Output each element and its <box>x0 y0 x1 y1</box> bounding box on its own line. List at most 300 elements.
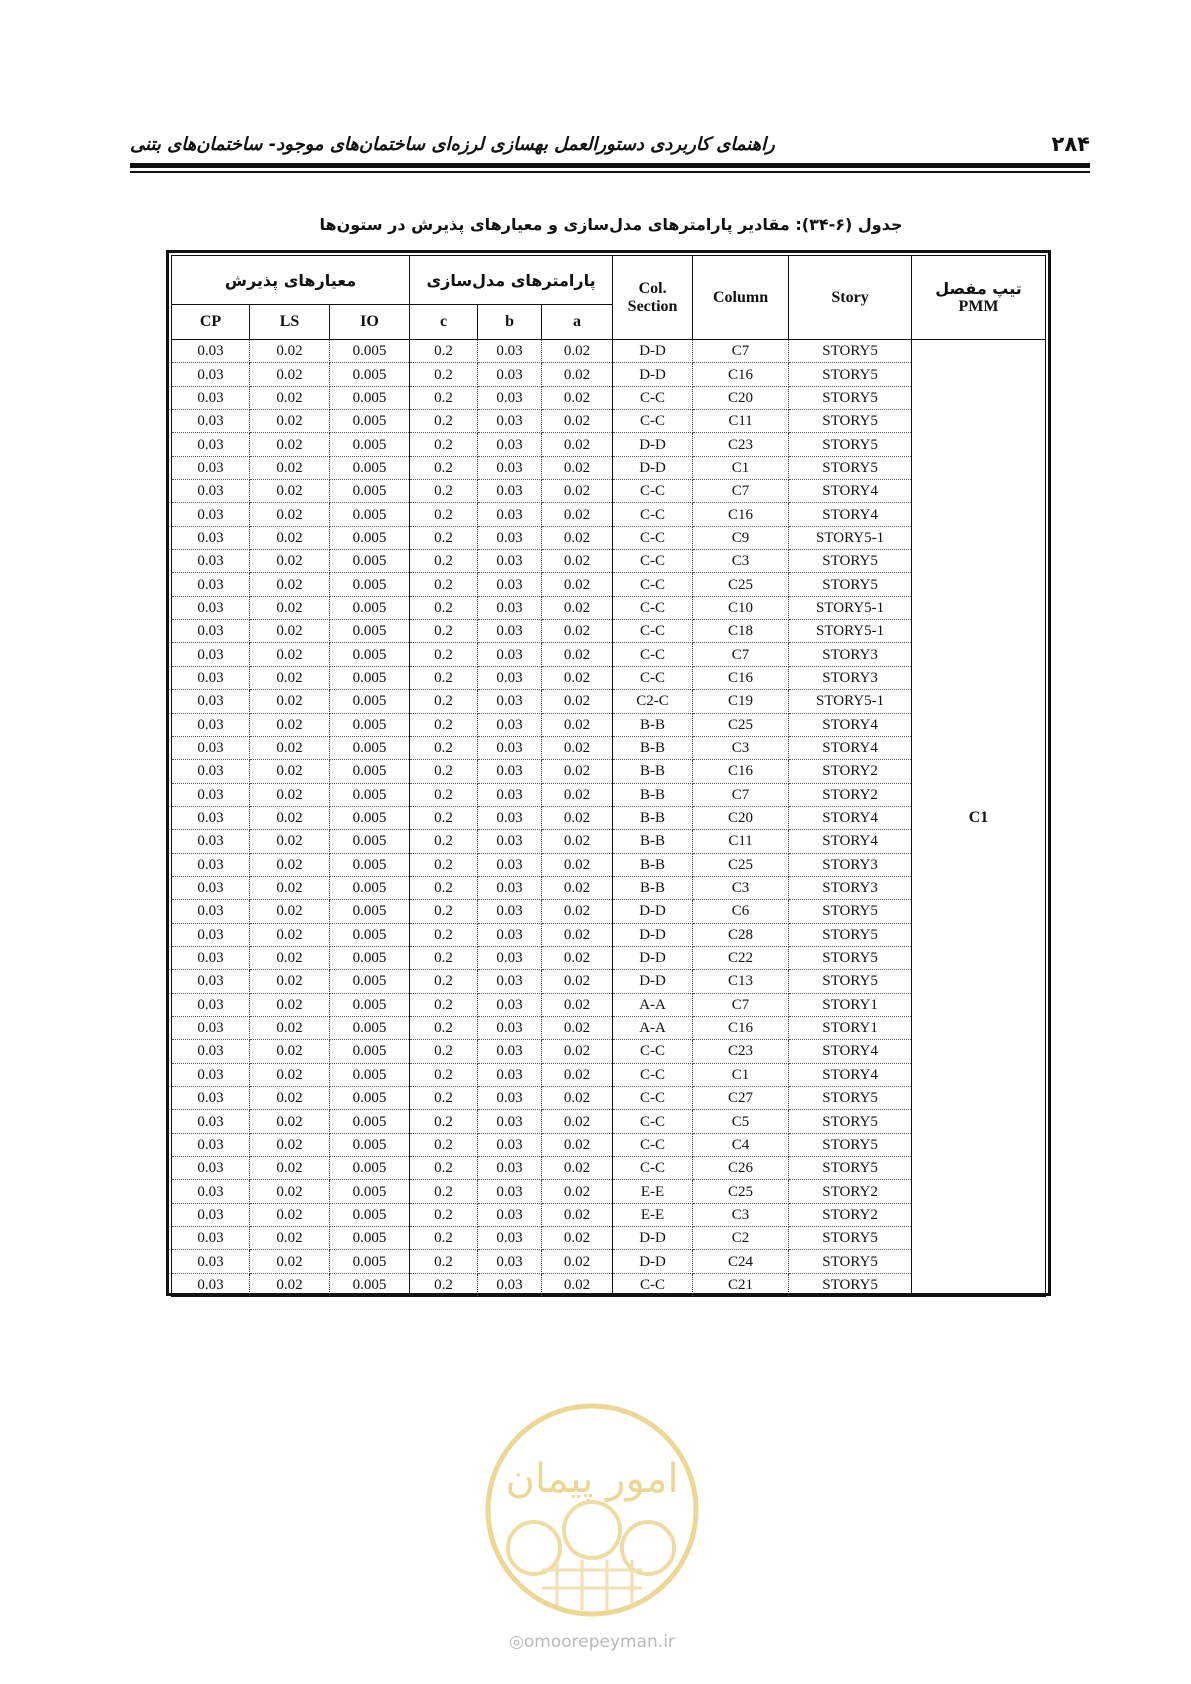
c-cell: 0.2 <box>410 1157 478 1180</box>
story-cell: STORY5 <box>789 1110 912 1133</box>
ls-cell: 0.02 <box>250 643 330 666</box>
cp-cell: 0.03 <box>172 620 250 643</box>
b-cell: 0.03 <box>478 620 542 643</box>
header-rule-thin <box>130 171 1090 173</box>
a-cell: 0.02 <box>542 970 613 993</box>
a-cell: 0.02 <box>542 456 613 479</box>
cp-cell: 0.03 <box>172 1016 250 1039</box>
ls-cell: 0.02 <box>250 433 330 456</box>
column-cell: C1 <box>693 1063 789 1086</box>
cp-cell: 0.03 <box>172 993 250 1016</box>
section-cell: C-C <box>613 1040 693 1063</box>
io-cell: 0.005 <box>330 456 410 479</box>
c-cell: 0.2 <box>410 456 478 479</box>
io-cell: 0.005 <box>330 900 410 923</box>
column-cell: C26 <box>693 1157 789 1180</box>
b-cell: 0.03 <box>478 806 542 829</box>
ls-cell: 0.02 <box>250 596 330 619</box>
section-cell: B-B <box>613 783 693 806</box>
column-cell: C4 <box>693 1133 789 1156</box>
cp-cell: 0.03 <box>172 1250 250 1273</box>
c-cell: 0.2 <box>410 340 478 363</box>
cp-cell: 0.03 <box>172 923 250 946</box>
story-cell: STORY4 <box>789 830 912 853</box>
cp-cell: 0.03 <box>172 1203 250 1226</box>
a-cell: 0.02 <box>542 386 613 409</box>
cp-cell: 0.03 <box>172 1133 250 1156</box>
io-cell: 0.005 <box>330 643 410 666</box>
col-section-line2: Section <box>627 297 678 315</box>
story-cell: STORY5 <box>789 386 912 409</box>
col-section-header <box>613 256 693 340</box>
cp-cell: 0.03 <box>172 1063 250 1086</box>
cp-cell: 0.03 <box>172 946 250 969</box>
io-cell: 0.005 <box>330 1016 410 1039</box>
ls-cell: 0.02 <box>250 760 330 783</box>
story-cell: STORY4 <box>789 806 912 829</box>
io-cell: 0.005 <box>330 1133 410 1156</box>
story-cell: STORY5 <box>789 550 912 573</box>
a-cell: 0.02 <box>542 923 613 946</box>
ls-cell: 0.02 <box>250 900 330 923</box>
cp-cell: 0.03 <box>172 480 250 503</box>
story-cell: STORY5 <box>789 340 912 363</box>
column-cell: C7 <box>693 643 789 666</box>
column-cell: C16 <box>693 666 789 689</box>
c-cell: 0.2 <box>410 573 478 596</box>
section-cell: C-C <box>613 386 693 409</box>
section-cell: C-C <box>613 526 693 549</box>
ls-cell: 0.02 <box>250 1157 330 1180</box>
ls-cell: 0.02 <box>250 713 330 736</box>
column-cell: C24 <box>693 1250 789 1273</box>
b-cell: 0.03 <box>478 1016 542 1039</box>
section-cell: C-C <box>613 573 693 596</box>
column-cell: C16 <box>693 503 789 526</box>
ls-cell: 0.02 <box>250 666 330 689</box>
b-cell: 0.03 <box>478 666 542 689</box>
section-cell: D-D <box>613 1250 693 1273</box>
ls-cell: 0.02 <box>250 620 330 643</box>
io-cell: 0.005 <box>330 1087 410 1110</box>
b-header: b <box>478 305 542 340</box>
section-cell: B-B <box>613 760 693 783</box>
column-cell: C7 <box>693 993 789 1016</box>
a-cell: 0.02 <box>542 526 613 549</box>
story-cell: STORY5-1 <box>789 526 912 549</box>
cp-cell: 0.03 <box>172 386 250 409</box>
story-cell: STORY5 <box>789 900 912 923</box>
column-cell: C25 <box>693 713 789 736</box>
story-cell: STORY5 <box>789 1133 912 1156</box>
story-cell: STORY5 <box>789 1157 912 1180</box>
ls-cell: 0.02 <box>250 830 330 853</box>
c-cell: 0.2 <box>410 806 478 829</box>
ls-cell: 0.02 <box>250 1063 330 1086</box>
a-cell: 0.02 <box>542 1087 613 1110</box>
b-cell: 0.03 <box>478 736 542 759</box>
column-cell: C3 <box>693 1203 789 1226</box>
table-frame <box>166 250 1051 1296</box>
io-cell: 0.005 <box>330 386 410 409</box>
column-cell: C7 <box>693 480 789 503</box>
cp-cell: 0.03 <box>172 783 250 806</box>
b-cell: 0.03 <box>478 1180 542 1203</box>
c-cell: 0.2 <box>410 946 478 969</box>
io-cell: 0.005 <box>330 970 410 993</box>
story-cell: STORY5 <box>789 946 912 969</box>
a-cell: 0.02 <box>542 1227 613 1250</box>
ls-cell: 0.02 <box>250 783 330 806</box>
cp-cell: 0.03 <box>172 573 250 596</box>
io-header: IO <box>330 305 410 340</box>
section-cell: D-D <box>613 970 693 993</box>
cp-cell: 0.03 <box>172 1180 250 1203</box>
column-cell: C19 <box>693 690 789 713</box>
ls-cell: 0.02 <box>250 806 330 829</box>
ls-cell: 0.02 <box>250 690 330 713</box>
hinge-type-header <box>912 256 1046 340</box>
page-number: ۲۸۴ <box>1051 132 1090 156</box>
column-cell: C25 <box>693 1180 789 1203</box>
c-cell: 0.2 <box>410 923 478 946</box>
section-cell: C-C <box>613 1063 693 1086</box>
b-cell: 0.03 <box>478 550 542 573</box>
column-cell: C27 <box>693 1087 789 1110</box>
b-cell: 0.03 <box>478 1063 542 1086</box>
ls-cell: 0.02 <box>250 456 330 479</box>
section-cell: A-A <box>613 993 693 1016</box>
section-cell: D-D <box>613 340 693 363</box>
io-cell: 0.005 <box>330 503 410 526</box>
section-cell: E-E <box>613 1180 693 1203</box>
b-cell: 0.03 <box>478 853 542 876</box>
story-cell: STORY1 <box>789 1016 912 1039</box>
io-cell: 0.005 <box>330 760 410 783</box>
a-cell: 0.02 <box>542 1157 613 1180</box>
story-cell: STORY1 <box>789 993 912 1016</box>
b-cell: 0.03 <box>478 1250 542 1273</box>
story-cell: STORY3 <box>789 666 912 689</box>
io-cell: 0.005 <box>330 993 410 1016</box>
table-caption: جدول (۶-۳۴): مقادیر پارامترهای مدل‌سازی و معیارهای پذیرش در ستون‌ها <box>319 215 903 234</box>
c-cell: 0.2 <box>410 853 478 876</box>
b-cell: 0.03 <box>478 1040 542 1063</box>
ls-cell: 0.02 <box>250 410 330 433</box>
io-cell: 0.005 <box>330 1040 410 1063</box>
column-cell: C7 <box>693 783 789 806</box>
section-cell: C-C <box>613 1133 693 1156</box>
section-cell: B-B <box>613 736 693 759</box>
b-cell: 0.03 <box>478 876 542 899</box>
column-cell: C2 <box>693 1227 789 1250</box>
column-cell: C1 <box>693 456 789 479</box>
a-cell: 0.02 <box>542 783 613 806</box>
a-cell: 0.02 <box>542 1063 613 1086</box>
cp-cell: 0.03 <box>172 900 250 923</box>
b-cell: 0.03 <box>478 363 542 386</box>
b-cell: 0.03 <box>478 923 542 946</box>
section-cell: C-C <box>613 643 693 666</box>
b-cell: 0.03 <box>478 783 542 806</box>
story-cell: STORY2 <box>789 760 912 783</box>
column-cell: C11 <box>693 410 789 433</box>
ls-cell: 0.02 <box>250 970 330 993</box>
c-header: c <box>410 305 478 340</box>
ls-cell: 0.02 <box>250 480 330 503</box>
section-cell: B-B <box>613 713 693 736</box>
a-cell: 0.02 <box>542 1040 613 1063</box>
story-cell: STORY2 <box>789 1180 912 1203</box>
b-cell: 0.03 <box>478 410 542 433</box>
story-cell: STORY5-1 <box>789 620 912 643</box>
io-cell: 0.005 <box>330 713 410 736</box>
ls-cell: 0.02 <box>250 853 330 876</box>
column-cell: C9 <box>693 526 789 549</box>
b-cell: 0.03 <box>478 340 542 363</box>
b-cell: 0.03 <box>478 970 542 993</box>
ls-cell: 0.02 <box>250 526 330 549</box>
a-cell: 0.02 <box>542 1110 613 1133</box>
a-cell: 0.02 <box>542 736 613 759</box>
story-cell: STORY2 <box>789 783 912 806</box>
io-cell: 0.005 <box>330 666 410 689</box>
story-cell: STORY5 <box>789 1087 912 1110</box>
cp-cell: 0.03 <box>172 1273 250 1296</box>
b-cell: 0.03 <box>478 1273 542 1296</box>
cp-cell: 0.03 <box>172 830 250 853</box>
ls-cell: 0.02 <box>250 1180 330 1203</box>
section-cell: E-E <box>613 1203 693 1226</box>
a-cell: 0.02 <box>542 1250 613 1273</box>
a-cell: 0.02 <box>542 620 613 643</box>
a-cell: 0.02 <box>542 1273 613 1296</box>
watermark-url-text: omoorepeyman.ir <box>523 1632 675 1652</box>
b-cell: 0.03 <box>478 1227 542 1250</box>
io-cell: 0.005 <box>330 1227 410 1250</box>
section-cell: B-B <box>613 830 693 853</box>
c-cell: 0.2 <box>410 1016 478 1039</box>
section-cell: D-D <box>613 363 693 386</box>
a-cell: 0.02 <box>542 410 613 433</box>
section-cell: C-C <box>613 596 693 619</box>
io-cell: 0.005 <box>330 946 410 969</box>
io-cell: 0.005 <box>330 526 410 549</box>
modeling-parameters-header: پارامترهای مدل‌سازی <box>410 256 613 305</box>
c-cell: 0.2 <box>410 736 478 759</box>
ls-cell: 0.02 <box>250 386 330 409</box>
io-cell: 0.005 <box>330 923 410 946</box>
c-cell: 0.2 <box>410 503 478 526</box>
c-cell: 0.2 <box>410 993 478 1016</box>
cp-cell: 0.03 <box>172 876 250 899</box>
b-cell: 0.03 <box>478 1133 542 1156</box>
story-cell: STORY5-1 <box>789 596 912 619</box>
io-cell: 0.005 <box>330 1110 410 1133</box>
section-cell: D-D <box>613 456 693 479</box>
a-cell: 0.02 <box>542 993 613 1016</box>
io-cell: 0.005 <box>330 433 410 456</box>
c-cell: 0.2 <box>410 1087 478 1110</box>
a-cell: 0.02 <box>542 433 613 456</box>
story-cell: STORY5 <box>789 456 912 479</box>
a-cell: 0.02 <box>542 573 613 596</box>
column-cell: C23 <box>693 1040 789 1063</box>
io-cell: 0.005 <box>330 550 410 573</box>
c-cell: 0.2 <box>410 1203 478 1226</box>
story-cell: STORY3 <box>789 853 912 876</box>
cp-cell: 0.03 <box>172 1110 250 1133</box>
c-cell: 0.2 <box>410 480 478 503</box>
ls-cell: 0.02 <box>250 1016 330 1039</box>
b-cell: 0.03 <box>478 480 542 503</box>
cp-cell: 0.03 <box>172 550 250 573</box>
io-cell: 0.005 <box>330 1203 410 1226</box>
column-cell: C10 <box>693 596 789 619</box>
section-cell: D-D <box>613 900 693 923</box>
a-cell: 0.02 <box>542 503 613 526</box>
io-cell: 0.005 <box>330 783 410 806</box>
c-cell: 0.2 <box>410 1110 478 1133</box>
column-cell: C5 <box>693 1110 789 1133</box>
a-cell: 0.02 <box>542 363 613 386</box>
table-row <box>172 340 1046 363</box>
a-cell: 0.02 <box>542 876 613 899</box>
column-cell: C3 <box>693 736 789 759</box>
io-cell: 0.005 <box>330 363 410 386</box>
cp-cell: 0.03 <box>172 340 250 363</box>
a-cell: 0.02 <box>542 1180 613 1203</box>
cp-cell: 0.03 <box>172 1157 250 1180</box>
a-cell: 0.02 <box>542 1203 613 1226</box>
parameters-table <box>171 255 1046 1297</box>
story-cell: STORY5 <box>789 970 912 993</box>
watermark-logo-text: امور پیمان <box>505 1456 679 1502</box>
io-cell: 0.005 <box>330 1157 410 1180</box>
ls-cell: 0.02 <box>250 340 330 363</box>
column-cell: C28 <box>693 923 789 946</box>
ls-cell: 0.02 <box>250 1203 330 1226</box>
c-cell: 0.2 <box>410 1040 478 1063</box>
ls-cell: 0.02 <box>250 876 330 899</box>
column-cell: C6 <box>693 900 789 923</box>
b-cell: 0.03 <box>478 1203 542 1226</box>
acceptance-criteria-header: معیارهای پذیرش <box>172 256 410 305</box>
a-cell: 0.02 <box>542 340 613 363</box>
io-cell: 0.005 <box>330 830 410 853</box>
story-cell: STORY2 <box>789 1203 912 1226</box>
io-cell: 0.005 <box>330 1180 410 1203</box>
cp-cell: 0.03 <box>172 970 250 993</box>
ls-cell: 0.02 <box>250 1250 330 1273</box>
io-cell: 0.005 <box>330 620 410 643</box>
a-cell: 0.02 <box>542 690 613 713</box>
cp-cell: 0.03 <box>172 806 250 829</box>
cp-cell: 0.03 <box>172 596 250 619</box>
ls-cell: 0.02 <box>250 993 330 1016</box>
c-cell: 0.2 <box>410 386 478 409</box>
cp-cell: 0.03 <box>172 526 250 549</box>
story-cell: STORY5 <box>789 363 912 386</box>
ls-cell: 0.02 <box>250 1040 330 1063</box>
a-cell: 0.02 <box>542 643 613 666</box>
c-cell: 0.2 <box>410 550 478 573</box>
section-cell: C-C <box>613 1273 693 1296</box>
a-cell: 0.02 <box>542 1016 613 1039</box>
b-cell: 0.03 <box>478 993 542 1016</box>
section-cell: D-D <box>613 946 693 969</box>
ls-cell: 0.02 <box>250 736 330 759</box>
b-cell: 0.03 <box>478 386 542 409</box>
column-cell: C3 <box>693 876 789 899</box>
hinge-type-line2: PMM <box>958 298 999 315</box>
column-cell: C13 <box>693 970 789 993</box>
b-cell: 0.03 <box>478 900 542 923</box>
io-cell: 0.005 <box>330 736 410 759</box>
b-cell: 0.03 <box>478 596 542 619</box>
b-cell: 0.03 <box>478 946 542 969</box>
c-cell: 0.2 <box>410 900 478 923</box>
cp-cell: 0.03 <box>172 363 250 386</box>
ls-header: LS <box>250 305 330 340</box>
c-cell: 0.2 <box>410 596 478 619</box>
b-cell: 0.03 <box>478 1157 542 1180</box>
column-cell: C25 <box>693 573 789 596</box>
section-cell: C-C <box>613 550 693 573</box>
story-cell: STORY5 <box>789 1273 912 1296</box>
story-cell: STORY4 <box>789 503 912 526</box>
cp-cell: 0.03 <box>172 853 250 876</box>
b-cell: 0.03 <box>478 433 542 456</box>
table-body <box>172 340 1046 1297</box>
column-cell: C3 <box>693 550 789 573</box>
story-cell: STORY4 <box>789 736 912 759</box>
page-header <box>130 118 1090 158</box>
cp-header: CP <box>172 305 250 340</box>
cp-cell: 0.03 <box>172 503 250 526</box>
section-cell: A-A <box>613 1016 693 1039</box>
a-cell: 0.02 <box>542 830 613 853</box>
story-header: Story <box>789 256 912 340</box>
cp-cell: 0.03 <box>172 1227 250 1250</box>
cp-cell: 0.03 <box>172 666 250 689</box>
column-header: Column <box>693 256 789 340</box>
column-cell: C16 <box>693 363 789 386</box>
a-cell: 0.02 <box>542 900 613 923</box>
a-cell: 0.02 <box>542 666 613 689</box>
section-cell: D-D <box>613 1227 693 1250</box>
b-cell: 0.03 <box>478 573 542 596</box>
c-cell: 0.2 <box>410 1180 478 1203</box>
section-cell: D-D <box>613 433 693 456</box>
c-cell: 0.2 <box>410 643 478 666</box>
column-cell: C22 <box>693 946 789 969</box>
watermark-icon: ◎ <box>509 1632 524 1652</box>
c-cell: 0.2 <box>410 713 478 736</box>
section-cell: C-C <box>613 1087 693 1110</box>
section-cell: B-B <box>613 876 693 899</box>
section-cell: C-C <box>613 1110 693 1133</box>
section-cell: C-C <box>613 503 693 526</box>
header-rule <box>130 163 1090 168</box>
a-cell: 0.02 <box>542 806 613 829</box>
b-cell: 0.03 <box>478 713 542 736</box>
watermark-url <box>482 1632 702 1652</box>
ls-cell: 0.02 <box>250 1133 330 1156</box>
section-cell: B-B <box>613 853 693 876</box>
c-cell: 0.2 <box>410 363 478 386</box>
column-cell: C23 <box>693 433 789 456</box>
